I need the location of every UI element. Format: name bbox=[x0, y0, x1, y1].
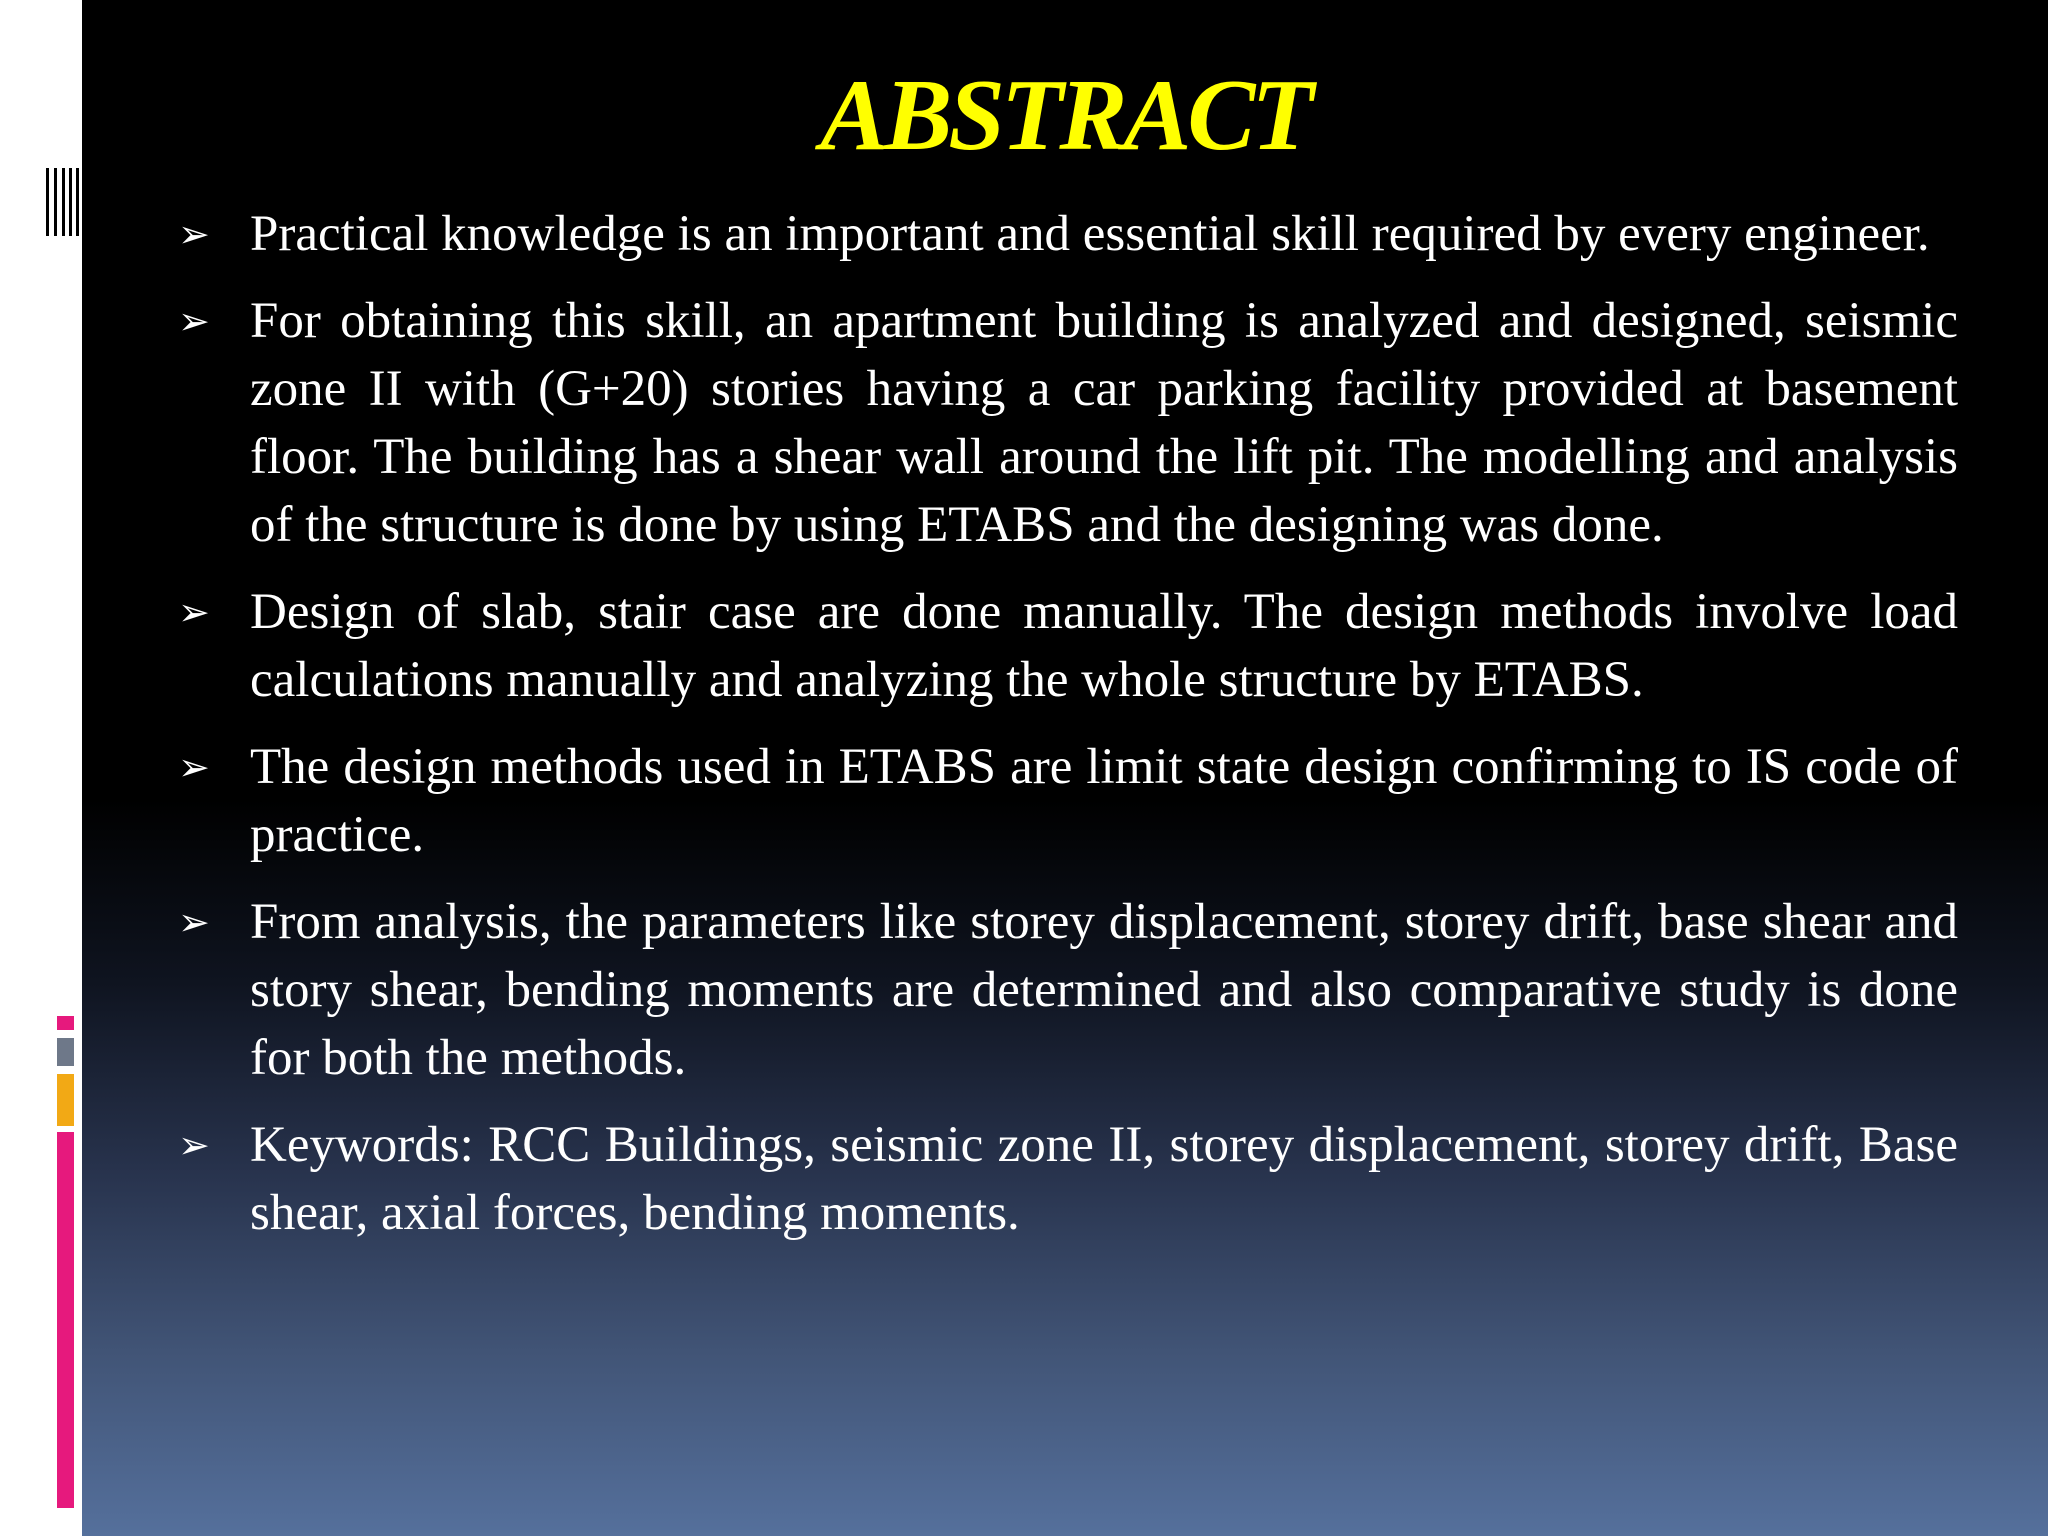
bullet-text: Keywords: RCC Buildings, seismic zone II, storey displacement, storey drift, Base shear, axial forces, bending moments. bbox=[250, 1117, 1958, 1241]
pink-accent-bar bbox=[57, 1016, 74, 1030]
slide-title: ABSTRACT bbox=[820, 59, 1310, 172]
bullet-text: Design of slab, stair case are done manually. The design methods involve load calculations manually and analyzing the whole structure by ETABS. bbox=[250, 584, 1958, 708]
bullet-text: For obtaining this skill, an apartment building is analyzed and designed, seismic zone II with (G+20) stories having a car parking facility provided at basement floor. The building has a shear wall around the lift pit. The modelling and analysis of the structure is done by using ETABS and the designing was done. bbox=[250, 293, 1958, 553]
vertical-lines-decoration bbox=[46, 168, 82, 236]
bullet-item bbox=[178, 578, 1958, 714]
bullet-item bbox=[178, 733, 1958, 869]
bullet-item bbox=[178, 287, 1958, 559]
arrow-bullet-icon: ➢ bbox=[178, 1123, 210, 1167]
arrow-bullet-icon: ➢ bbox=[178, 212, 210, 256]
arrow-bullet-icon: ➢ bbox=[178, 299, 210, 343]
left-decoration-strip bbox=[0, 0, 82, 1536]
arrow-bullet-icon: ➢ bbox=[178, 745, 210, 789]
arrow-bullet-icon: ➢ bbox=[178, 900, 210, 944]
pink-accent-bar-long bbox=[57, 1132, 74, 1508]
gray-accent-bar bbox=[57, 1038, 74, 1066]
bullet-text: Practical knowledge is an important and essential skill required by every engineer. bbox=[250, 206, 1930, 262]
bullet-text: The design methods used in ETABS are limit state design confirming to IS code of practice. bbox=[250, 739, 1958, 863]
arrow-bullet-icon: ➢ bbox=[178, 590, 210, 634]
bullet-item bbox=[178, 1111, 1958, 1247]
orange-accent-bar bbox=[57, 1074, 74, 1126]
bullet-item bbox=[178, 200, 1958, 268]
bullet-text: From analysis, the parameters like storey displacement, storey drift, base shear and story shear, bending moments are determined and also comparative study is done for both the methods. bbox=[250, 894, 1958, 1086]
bullet-item bbox=[178, 888, 1958, 1092]
bullet-list bbox=[178, 200, 1958, 1266]
